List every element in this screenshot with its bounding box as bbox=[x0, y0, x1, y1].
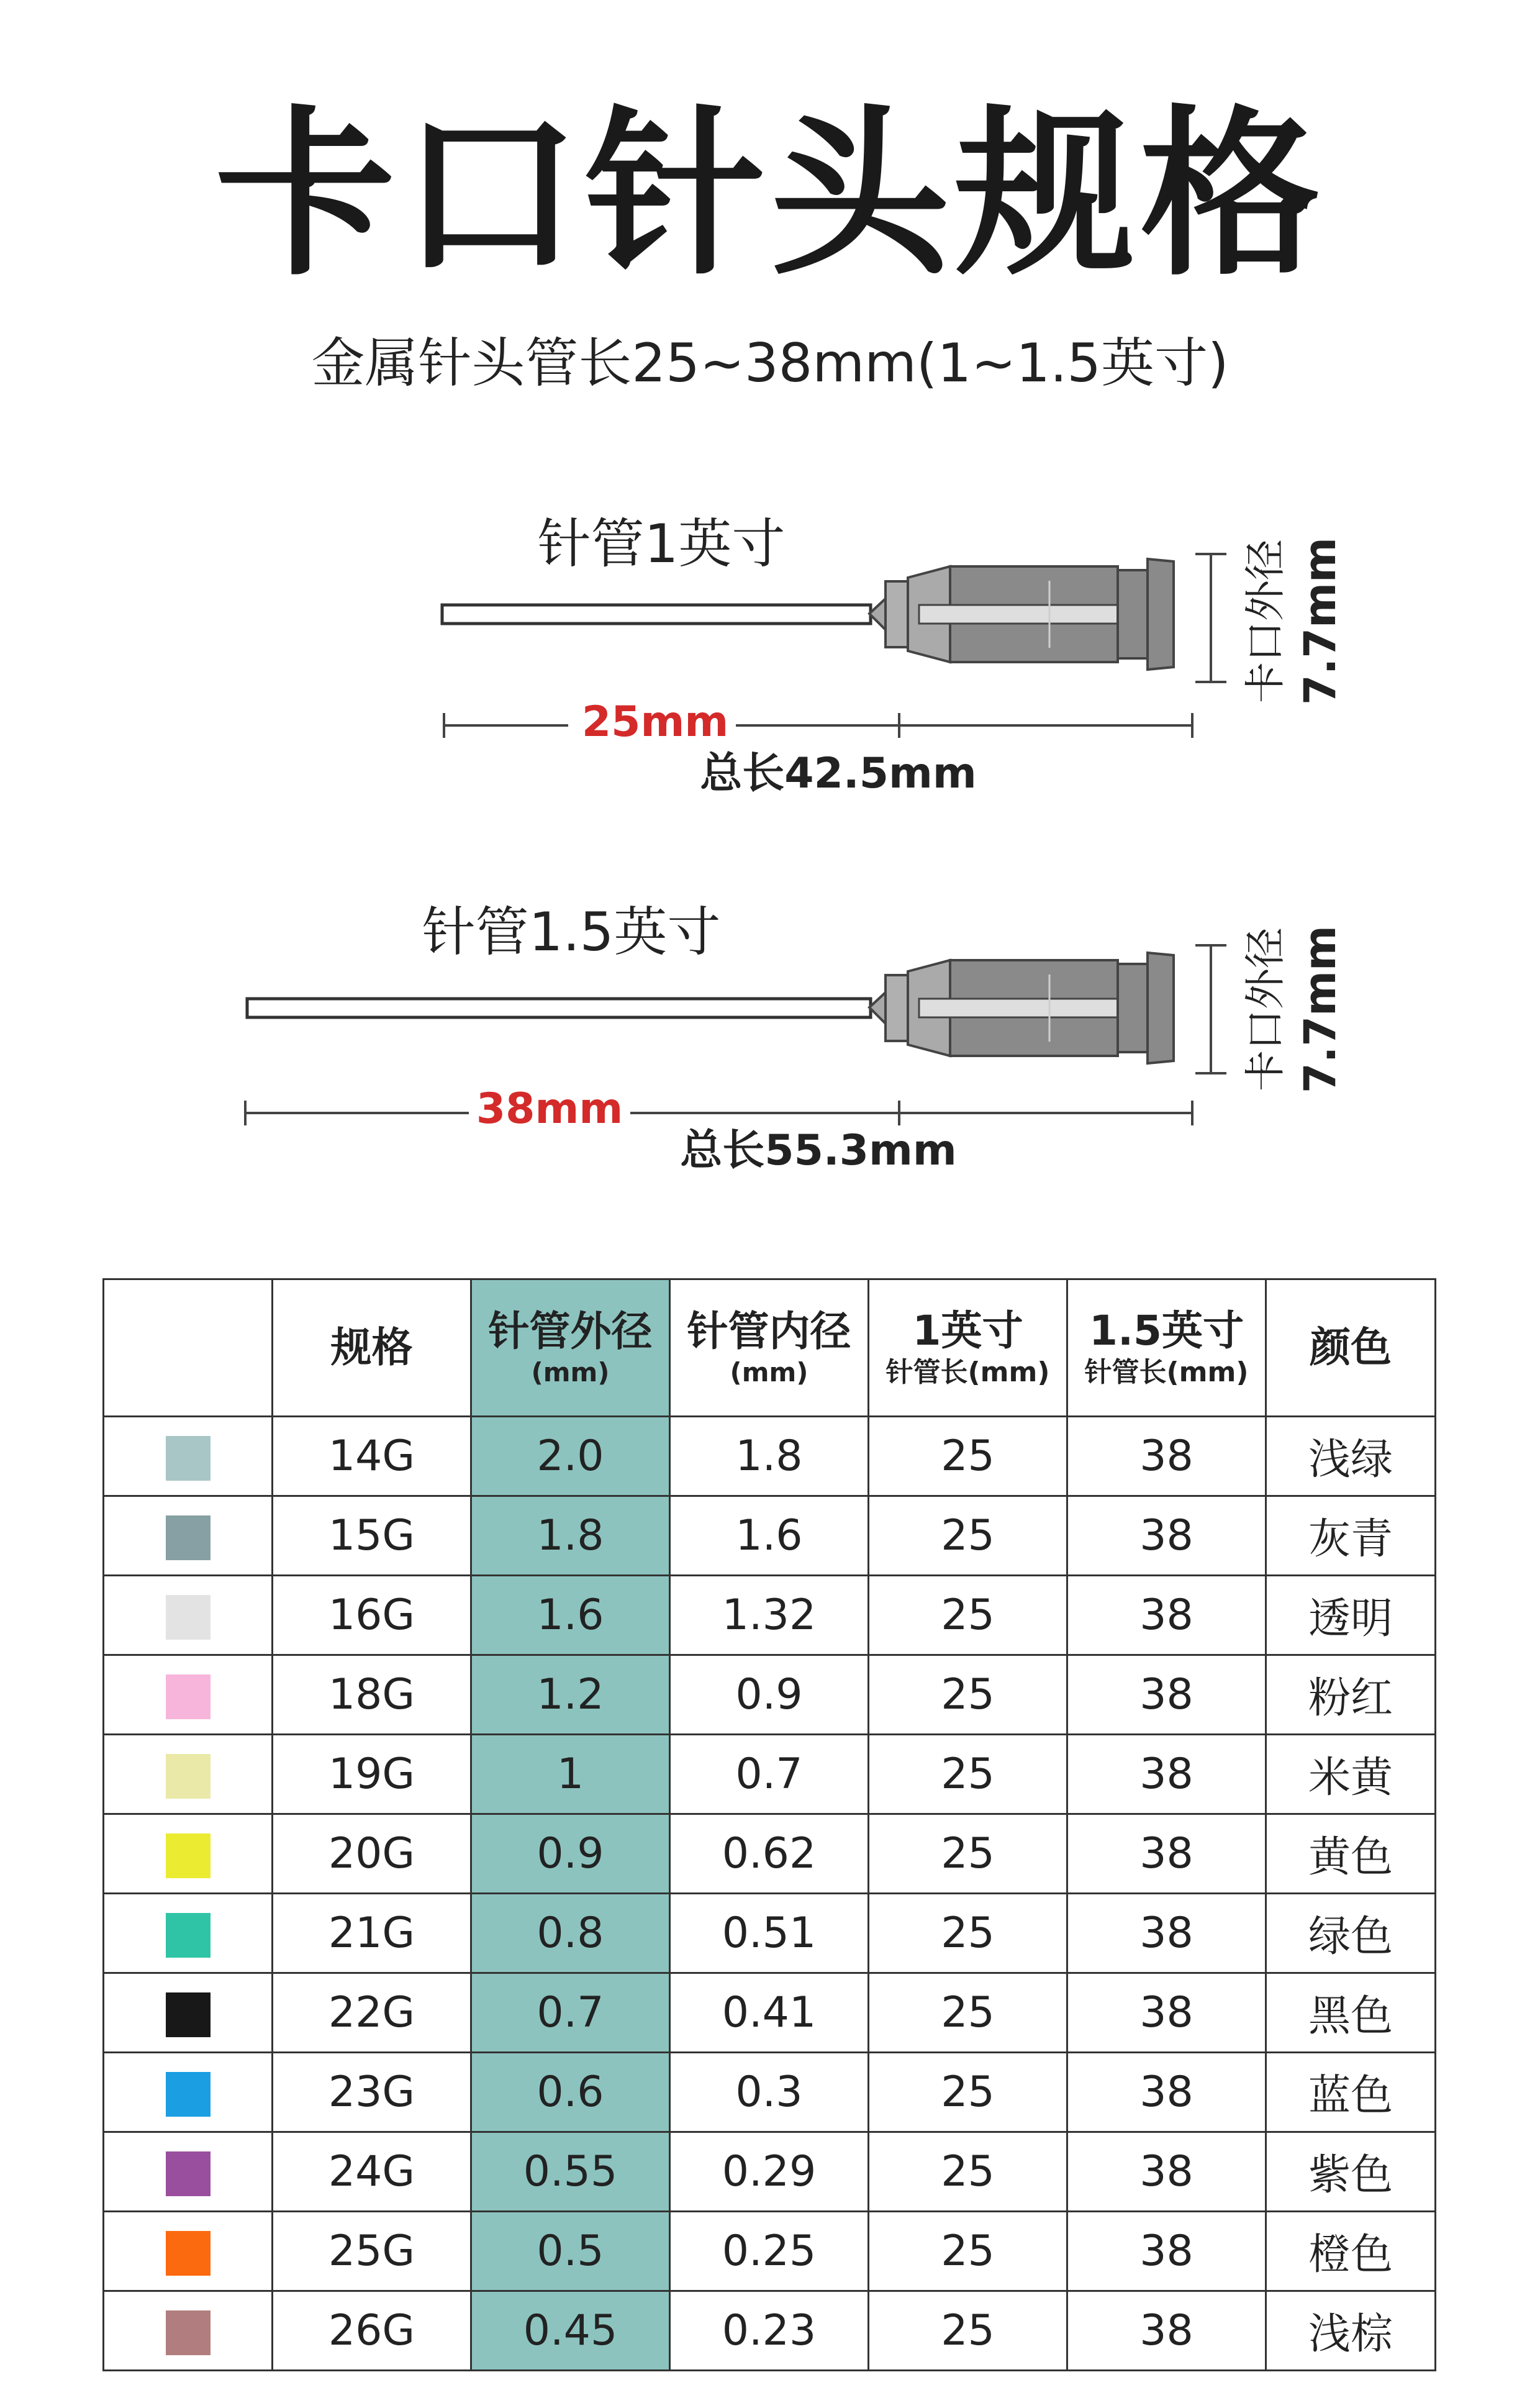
color-name-cell: 粉红 bbox=[1266, 1655, 1436, 1735]
needle-1-hub-label: 卡口外径 bbox=[1241, 539, 1289, 703]
inner-diameter-cell: 0.41 bbox=[670, 1973, 869, 2053]
length-1-5in-cell: 38 bbox=[1067, 1576, 1266, 1655]
color-name-cell: 绿色 bbox=[1266, 1894, 1436, 1973]
color-swatch bbox=[166, 1674, 211, 1719]
color-swatch bbox=[166, 2231, 211, 2276]
needle-2-hub-dim bbox=[1195, 925, 1346, 1093]
table-row bbox=[104, 2132, 1436, 2212]
length-1-5in-cell: 38 bbox=[1067, 1894, 1266, 1973]
color-name-cell: 米黄 bbox=[1266, 1735, 1436, 1814]
color-name-cell: 黄色 bbox=[1266, 1814, 1436, 1894]
swatch-cell bbox=[104, 1973, 273, 2053]
gauge-cell: 25G bbox=[273, 2212, 471, 2291]
length-1in-cell: 25 bbox=[869, 1814, 1067, 1894]
gauge-cell: 21G bbox=[273, 1894, 471, 1973]
length-1in-cell: 25 bbox=[869, 1576, 1067, 1655]
gauge-cell: 22G bbox=[273, 1973, 471, 2053]
color-swatch bbox=[166, 1515, 211, 1560]
table-row bbox=[104, 2291, 1436, 2371]
table-row bbox=[104, 1655, 1436, 1735]
length-1in-cell: 25 bbox=[869, 1655, 1067, 1735]
needle-diagram-1 bbox=[442, 513, 1346, 798]
table-row bbox=[104, 1814, 1436, 1894]
color-name-cell: 透明 bbox=[1266, 1576, 1436, 1655]
outer-diameter-cell: 1.8 bbox=[471, 1496, 670, 1576]
gauge-cell: 15G bbox=[273, 1496, 471, 1576]
outer-diameter-cell: 1.6 bbox=[471, 1576, 670, 1655]
spec-table bbox=[102, 1278, 1436, 2371]
inner-diameter-cell: 0.25 bbox=[670, 2212, 869, 2291]
swatch-cell bbox=[104, 1655, 273, 1735]
color-name-cell: 橙色 bbox=[1266, 2212, 1436, 2291]
header-gauge: 规格 bbox=[273, 1279, 471, 1417]
inner-diameter-cell: 0.3 bbox=[670, 2053, 869, 2132]
table-row bbox=[104, 1973, 1436, 2053]
color-name-cell: 蓝色 bbox=[1266, 2053, 1436, 2132]
gauge-cell: 20G bbox=[273, 1814, 471, 1894]
needle-2-hub-label: 卡口外径 bbox=[1241, 927, 1289, 1091]
length-1in-cell: 25 bbox=[869, 2053, 1067, 2132]
inner-diameter-cell: 0.23 bbox=[670, 2291, 869, 2371]
needle-1-hub bbox=[869, 559, 1174, 670]
swatch-cell bbox=[104, 1735, 273, 1814]
needle-2-hub-diameter: 7.7mm bbox=[1295, 925, 1346, 1093]
needle-1-total-length: 总长42.5mm bbox=[700, 749, 977, 798]
outer-diameter-cell: 1.2 bbox=[471, 1655, 670, 1735]
inner-diameter-cell: 0.62 bbox=[670, 1814, 869, 1894]
table-row bbox=[104, 1894, 1436, 1973]
outer-diameter-cell: 1 bbox=[471, 1735, 670, 1814]
color-name-cell: 浅棕 bbox=[1266, 2291, 1436, 2371]
swatch-cell bbox=[104, 2132, 273, 2212]
length-1in-cell: 25 bbox=[869, 2212, 1067, 2291]
needle-2-label: 针管1.5英寸 bbox=[422, 901, 721, 963]
length-1-5in-cell: 38 bbox=[1067, 1655, 1266, 1735]
color-swatch bbox=[166, 1833, 211, 1878]
length-1-5in-cell: 38 bbox=[1067, 1735, 1266, 1814]
color-swatch bbox=[166, 2151, 211, 2196]
header-color: 颜色 bbox=[1266, 1279, 1436, 1417]
needle-2-length-dim bbox=[245, 1084, 1192, 1175]
color-name-cell: 黑色 bbox=[1266, 1973, 1436, 2053]
swatch-cell bbox=[104, 1894, 273, 1973]
length-1-5in-cell: 38 bbox=[1067, 1814, 1266, 1894]
header-length-1-5in: 1.5英寸 针管长(mm) bbox=[1067, 1279, 1266, 1417]
swatch-cell bbox=[104, 1417, 273, 1496]
outer-diameter-cell: 0.8 bbox=[471, 1894, 670, 1973]
outer-diameter-cell: 0.9 bbox=[471, 1814, 670, 1894]
length-1-5in-cell: 38 bbox=[1067, 1417, 1266, 1496]
swatch-cell bbox=[104, 2212, 273, 2291]
color-name-cell: 紫色 bbox=[1266, 2132, 1436, 2212]
table-body bbox=[104, 1417, 1436, 2371]
needle-2-total-length: 总长55.3mm bbox=[680, 1126, 957, 1175]
gauge-cell: 16G bbox=[273, 1576, 471, 1655]
color-name-cell: 浅绿 bbox=[1266, 1417, 1436, 1496]
needle-2-hub bbox=[869, 953, 1174, 1063]
length-1in-cell: 25 bbox=[869, 1496, 1067, 1576]
length-1in-cell: 25 bbox=[869, 2132, 1067, 2212]
swatch-cell bbox=[104, 1814, 273, 1894]
needle-2-tube-length: 38mm bbox=[476, 1084, 623, 1133]
swatch-cell bbox=[104, 2291, 273, 2371]
length-1-5in-cell: 38 bbox=[1067, 2212, 1266, 2291]
outer-diameter-cell: 0.45 bbox=[471, 2291, 670, 2371]
color-swatch bbox=[166, 1754, 211, 1799]
gauge-cell: 23G bbox=[273, 2053, 471, 2132]
inner-diameter-cell: 0.7 bbox=[670, 1735, 869, 1814]
color-swatch bbox=[166, 1436, 211, 1481]
outer-diameter-cell: 0.6 bbox=[471, 2053, 670, 2132]
color-swatch bbox=[166, 2072, 211, 2117]
length-1-5in-cell: 38 bbox=[1067, 2053, 1266, 2132]
outer-diameter-cell: 2.0 bbox=[471, 1417, 670, 1496]
length-1-5in-cell: 38 bbox=[1067, 1973, 1266, 2053]
table-row bbox=[104, 1735, 1436, 1814]
table-row bbox=[104, 1496, 1436, 1576]
gauge-cell: 19G bbox=[273, 1735, 471, 1814]
swatch-cell bbox=[104, 1576, 273, 1655]
inner-diameter-cell: 0.29 bbox=[670, 2132, 869, 2212]
header-length-1in: 1英寸 针管长(mm) bbox=[869, 1279, 1067, 1417]
needle-1-length-dim bbox=[444, 697, 1192, 798]
length-1in-cell: 25 bbox=[869, 1973, 1067, 2053]
length-1in-cell: 25 bbox=[869, 1735, 1067, 1814]
needle-diagram-2 bbox=[245, 901, 1346, 1175]
length-1-5in-cell: 38 bbox=[1067, 1496, 1266, 1576]
length-1in-cell: 25 bbox=[869, 1894, 1067, 1973]
page-subtitle: 金属针头管长25~38mm(1~1.5英寸) bbox=[311, 332, 1229, 394]
needle-1-label: 针管1英寸 bbox=[537, 513, 786, 575]
table-row bbox=[104, 2212, 1436, 2291]
inner-diameter-cell: 0.9 bbox=[670, 1655, 869, 1735]
gauge-cell: 24G bbox=[273, 2132, 471, 2212]
table-row bbox=[104, 1417, 1436, 1496]
inner-diameter-cell: 1.8 bbox=[670, 1417, 869, 1496]
table-row bbox=[104, 1576, 1436, 1655]
page-title: 卡口针头规格 bbox=[215, 91, 1325, 300]
header-outer-diameter: 针管外径 (mm) bbox=[471, 1279, 670, 1417]
outer-diameter-cell: 0.7 bbox=[471, 1973, 670, 2053]
color-swatch bbox=[166, 1913, 211, 1958]
length-1-5in-cell: 38 bbox=[1067, 2291, 1266, 2371]
header-swatch bbox=[104, 1279, 273, 1417]
header-inner-diameter: 针管内径 (mm) bbox=[670, 1279, 869, 1417]
swatch-cell bbox=[104, 1496, 273, 1576]
needle-1-hub-diameter: 7.7mm bbox=[1295, 537, 1346, 705]
length-1in-cell: 25 bbox=[869, 2291, 1067, 2371]
gauge-cell: 18G bbox=[273, 1655, 471, 1735]
needle-1-hub-dim bbox=[1195, 537, 1346, 705]
inner-diameter-cell: 0.51 bbox=[670, 1894, 869, 1973]
outer-diameter-cell: 0.5 bbox=[471, 2212, 670, 2291]
inner-diameter-cell: 1.32 bbox=[670, 1576, 869, 1655]
length-1-5in-cell: 38 bbox=[1067, 2132, 1266, 2212]
needle-1-tube-length: 25mm bbox=[581, 697, 729, 747]
needle-1-tube bbox=[442, 605, 871, 624]
swatch-cell bbox=[104, 2053, 273, 2132]
table-row bbox=[104, 2053, 1436, 2132]
gauge-cell: 26G bbox=[273, 2291, 471, 2371]
table-header-row bbox=[104, 1279, 1436, 1417]
color-swatch bbox=[166, 2310, 211, 2355]
inner-diameter-cell: 1.6 bbox=[670, 1496, 869, 1576]
gauge-cell: 14G bbox=[273, 1417, 471, 1496]
color-swatch bbox=[166, 1595, 211, 1640]
color-name-cell: 灰青 bbox=[1266, 1496, 1436, 1576]
outer-diameter-cell: 0.55 bbox=[471, 2132, 670, 2212]
color-swatch bbox=[166, 1992, 211, 2037]
length-1in-cell: 25 bbox=[869, 1417, 1067, 1496]
needle-2-tube bbox=[247, 999, 871, 1017]
